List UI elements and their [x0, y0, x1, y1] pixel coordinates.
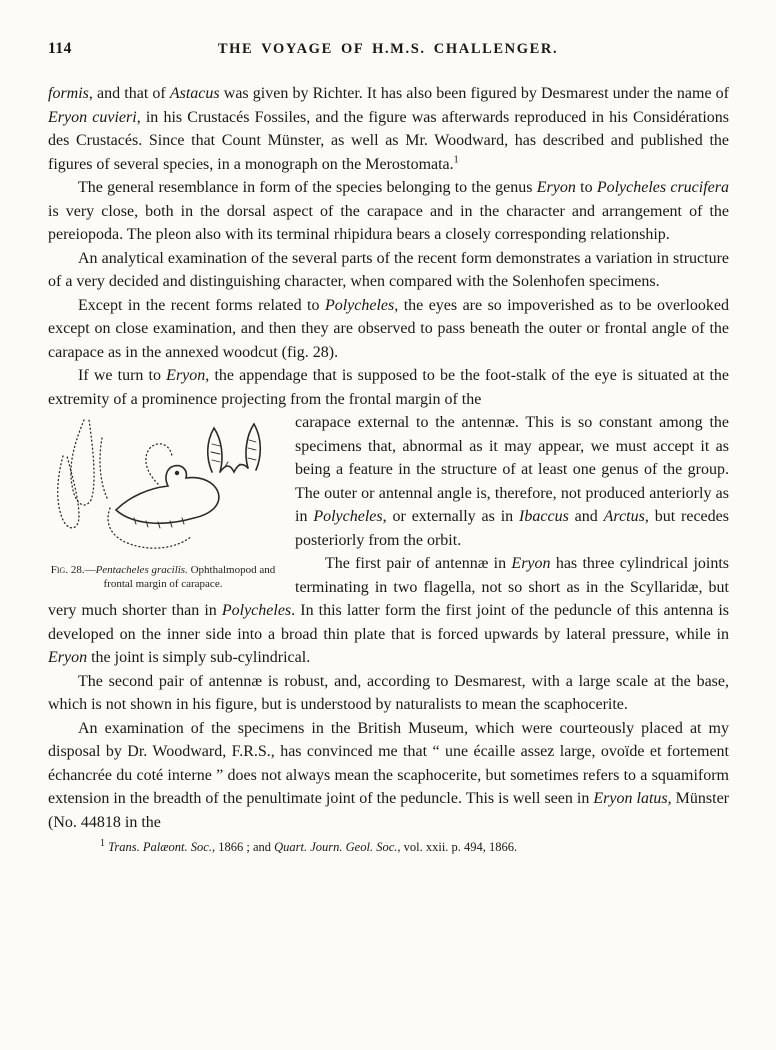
paragraph-8: An examination of the specimens in the British Museum, which were courteously placed at my disposal by Dr. Woodward, F.R.S., has convinced me that “ une écaille assez large, ovoïde et fortement échancrée du coté interne ” does not always mean the scaphocerite, but sometimes refers to a squamiform extension in the breadth of the penultimate joint of the peduncle. This is well seen in Eryon latus, Münster (No. 44818 in the — [48, 719, 730, 831]
figure-caption: Fig. 28.—Pentacheles gracilis. Ophthalmopod and frontal margin of carapace. — [50, 564, 276, 590]
paragraph-6: The first pair of antennæ in Eryon has three cylindrical joints terminating in two flagella, not so short as in the Scyllaridæ, but very much shorter than in Polycheles. In this latter form the first joint of the peduncle of this antenna is developed on the inner side into a broad thin plate that is forced upwards by lateral pressure, while in Eryon the joint is simply sub-cylindrical. — [48, 555, 730, 666]
footnote: $^1$ Trans. Palæont. Soc., 1866 ; and Quart. Journ. Geol. Soc., vol. xxii. p. 494, 1866. — [100, 837, 518, 854]
paragraph-5-start: If we turn to Eryon, the appendage that is supposed to be the foot-stalk of the eye is situated at the extremity of a prominence projecting from the frontal margin of the — [48, 367, 730, 408]
paragraph-2: The general resemblance in form of the species belonging to the genus Eryon to Polycheles crucifera is very close, both in the dorsal aspect of the carapace and in the character and arrangement of the pereiopoda. The pleon also with its terminal rhipidura bears a closely corresponding relationship. — [48, 179, 730, 243]
paragraph-5-continued: carapace external to the antennæ. This is so constant among the specimens that, abnormal as it may appear, we must accept it as being a feature in the structure of at least one genus of the group. The outer or antennal angle is, therefore, not produced anteriorly as in Polycheles, or externally as in Ibaccus and Arctus, but recedes posteriorly from the orbit. — [295, 414, 729, 549]
page-number: 114 — [48, 40, 72, 57]
paragraph-1: formis, and that of Astacus was given by Richter. It has also been figured by Desmarest under the name of Eryon cuvieri, in his Crustacés Fossiles, and the figure was afterwards reproduced in his Considérations des Crustacés. Since that Count Münster, as well as Mr. Woodward, has described and published the figures of several species, in a monograph on the Merostomata.$^1$ — [48, 85, 730, 173]
woodcut-illustration — [48, 414, 278, 559]
page-header — [0, 0, 776, 62]
paragraph-7: The second pair of antennæ is robust, and, according to Desmarest, with a large scale at the base, which is not shown in his figure, but is understood by naturalists to mean the scaphocerite. — [48, 672, 729, 713]
paragraph-4: Except in the recent forms related to Polycheles, the eyes are so impoverished as to be overlooked except on close examination, and then they are observed to pass beneath the outer or frontal angle of the carapace as in the annexed woodcut (fig. 28). — [48, 296, 729, 361]
running-title: THE VOYAGE OF H.M.S. CHALLENGER. — [217, 41, 559, 57]
page-body — [48, 82, 729, 855]
figure-28 — [48, 414, 278, 591]
paragraph-3: An analytical examination of the several parts of the recent form demonstrates a variation in structure of a very decided and distinguishing character, when compared with the Solenhofen specimens. — [48, 249, 729, 290]
